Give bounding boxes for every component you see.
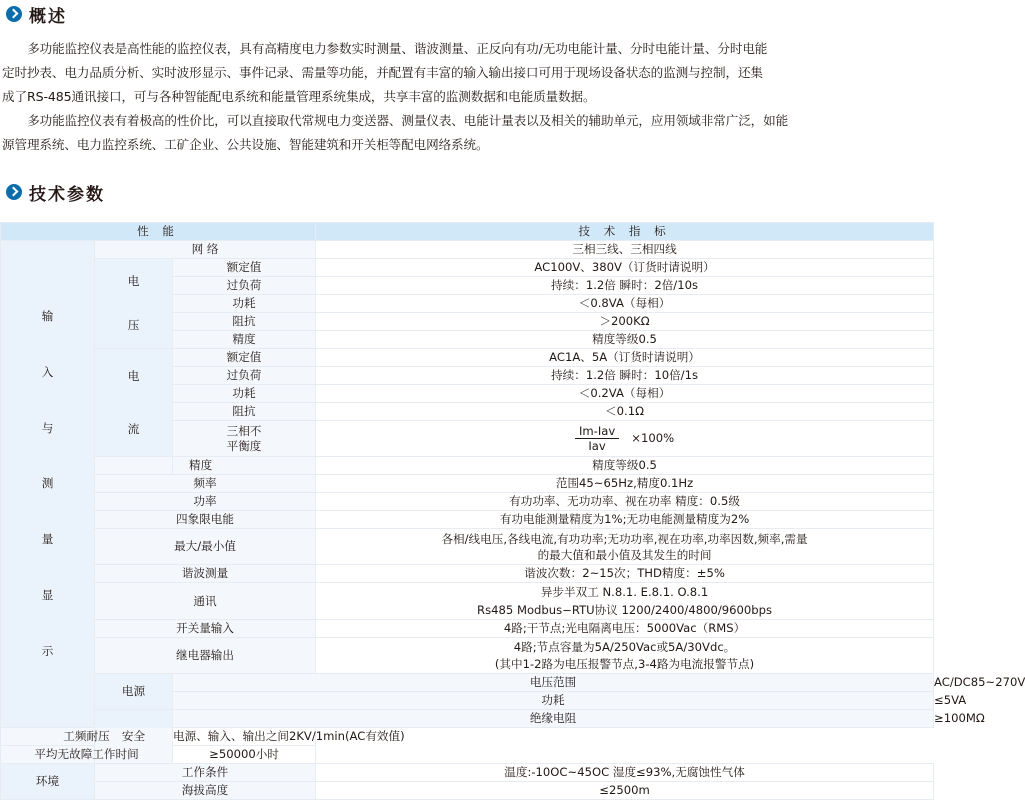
header-performance: 性 能	[1, 223, 316, 241]
unbalance-formula	[575, 424, 619, 453]
row-label: 最大/最小值	[95, 529, 316, 565]
table-row: 功耗 ≤5VA	[1, 692, 934, 710]
spec-table	[0, 222, 1025, 800]
params-heading	[6, 180, 105, 204]
group-char: 测	[41, 476, 54, 491]
row-value	[316, 583, 934, 620]
label-line: 三相不	[226, 423, 262, 438]
table-row	[1, 529, 934, 565]
row-value: 持续：1.2倍 瞬时：10倍/1s	[316, 367, 934, 385]
chevron-right-icon	[6, 6, 22, 22]
row-label: 工作条件	[95, 764, 316, 782]
params-title: 技术参数	[29, 184, 105, 205]
formula-suffix: ×100%	[631, 431, 675, 445]
row-label: 精度	[173, 457, 316, 475]
group-voltage	[95, 259, 173, 349]
row-value	[316, 421, 934, 457]
row-label: 四象限电能	[95, 511, 316, 529]
row-value: 4路;干节点;光电隔离电压：5000Vac（RMS）	[316, 620, 934, 638]
overview-heading	[6, 2, 67, 26]
row-label: 过负荷	[173, 277, 316, 295]
paragraph-line: 多功能监控仪表是高性能的监控仪表，具有高精度电力参数实时测量、谐波测量、正反向有功/无功电能计量、分时电能计量、分时电能	[27, 41, 768, 56]
group-char: 与	[41, 420, 54, 435]
formula-denominator: Iav	[588, 439, 606, 453]
overview-paragraph-2	[2, 109, 932, 157]
overview-paragraph-1	[2, 37, 932, 109]
row-label: 频率	[95, 475, 316, 493]
row-value: 谐波次数：2~15次；THD精度：±5%	[316, 565, 934, 583]
row-label	[95, 457, 173, 475]
row-value: ≤2500m	[316, 782, 934, 800]
group-power: 电源	[95, 674, 173, 710]
table-header-row	[1, 223, 934, 241]
table-row	[1, 782, 934, 800]
group-char: 输	[41, 309, 54, 324]
chevron-right-icon	[6, 184, 22, 200]
value-line: Rs485 Modbus−RTU协议 1200/2400/4800/9600bps	[477, 603, 773, 617]
table-row	[1, 511, 934, 529]
group-char: 压	[127, 318, 140, 332]
row-label: 工频耐压	[1, 728, 173, 746]
row-label: 谐波测量	[95, 565, 316, 583]
group-environment: 环境	[1, 764, 95, 800]
row-label: 额定值	[173, 349, 316, 367]
row-value: 有功功率、无功功率、视在功率 精度：0.5级	[316, 493, 934, 511]
group-safety: 安全	[95, 710, 173, 764]
row-label: 功耗	[173, 295, 316, 313]
row-label: 阻抗	[173, 313, 316, 331]
row-label: 功耗	[173, 692, 934, 710]
group-char: 电	[127, 368, 140, 383]
value-line: 4路;节点容量为5A/250Vac或5A/30Vdc。	[513, 639, 736, 654]
group-io	[1, 241, 95, 728]
label-line: 平衡度	[226, 438, 262, 453]
table-row	[1, 493, 934, 511]
row-label: 额定值	[173, 259, 316, 277]
table-row	[1, 475, 934, 493]
row-label: 通讯	[95, 583, 316, 620]
table-row	[1, 349, 934, 367]
overview-title: 概述	[29, 6, 67, 27]
row-value: 精度等级0.5	[316, 331, 934, 349]
group-char: 显	[41, 587, 54, 602]
group-char: 入	[41, 365, 54, 380]
row-label: 电压范围	[173, 674, 934, 692]
row-value: 有功电能测量精度为1%;无功电能测量精度为2%	[316, 511, 934, 529]
table-row	[1, 620, 934, 638]
row-label: 继电器输出	[95, 638, 316, 674]
row-value: ＜0.1Ω	[316, 403, 934, 421]
row-value: AC1A、5A（订货时请说明）	[316, 349, 934, 367]
row-value: 范围45~65Hz,精度0.1Hz	[316, 475, 934, 493]
group-char: 量	[41, 532, 54, 547]
row-label: 开关量输入	[95, 620, 316, 638]
value-line: 的最大值和最小值及其发生的时间	[537, 547, 712, 562]
row-label: 平均无故障工作时间	[1, 746, 173, 764]
row-label: 功率	[95, 493, 316, 511]
group-char: 电	[127, 274, 140, 288]
row-label: 过负荷	[173, 367, 316, 385]
value-line: 异步半双工 N.8.1. E.8.1. O.8.1	[540, 585, 709, 599]
group-char: 示	[41, 643, 54, 658]
paragraph-line: 定时抄表、电力品质分析、实时波形显示、事件记录、需量等功能，并配置有丰富的输入输出接口可用于现场设备状态的监测与控制，还集	[2, 65, 763, 80]
table-row	[1, 583, 934, 620]
row-label: 网 络	[95, 241, 316, 259]
row-label	[173, 421, 316, 457]
value-line: 各相/线电压,各线电流,有功功率;无功功率,视在功率,功率因数,频率,需量	[441, 531, 808, 546]
table-row	[1, 241, 934, 259]
row-value	[316, 529, 934, 565]
table-row: 安全 绝缘电阻 ≥100MΩ	[1, 710, 934, 728]
row-value: 温度:-10OC~45OC 湿度≤93%,无腐蚀性气体	[316, 764, 934, 782]
group-current	[95, 349, 173, 457]
formula-numerator: Im-Iav	[575, 424, 619, 439]
row-label: 精度	[173, 331, 316, 349]
row-value: ＜0.8VA（每相）	[316, 295, 934, 313]
row-value: ＞200KΩ	[316, 313, 934, 331]
row-value: ≥50000小时	[173, 746, 316, 764]
table-row: 电源 电压范围 AC/DC85~270V	[1, 674, 934, 692]
table-row	[1, 638, 934, 674]
table-row	[1, 565, 934, 583]
row-value: 精度等级0.5	[316, 457, 934, 475]
row-label: 海拔高度	[95, 782, 316, 800]
row-label: 功耗	[173, 385, 316, 403]
row-value: AC100V、380V（订货时请说明）	[316, 259, 934, 277]
row-label: 阻抗	[173, 403, 316, 421]
paragraph-line: 源管理系统、电力监控系统、工矿企业、公共设施、智能建筑和开关柜等配电网络系统。	[2, 137, 489, 152]
row-value: ＜0.2VA（每相）	[316, 385, 934, 403]
row-value: 持续：1.2倍 瞬时：2倍/10s	[316, 277, 934, 295]
row-value	[316, 638, 934, 674]
row-value: 三相三线、三相四线	[316, 241, 934, 259]
table-row	[1, 457, 934, 475]
table-row	[1, 746, 934, 764]
group-char: 流	[127, 421, 140, 436]
table-row	[1, 764, 934, 782]
value-line: (其中1-2路为电压报警节点,3-4路为电流报警节点)	[494, 656, 755, 671]
table-row	[1, 259, 934, 277]
header-spec: 技 术 指 标	[316, 223, 934, 241]
paragraph-line: 成了RS-485通讯接口，可与各种智能配电系统和能量管理系统集成，共享丰富的监测数据和电能质量数据。	[2, 89, 596, 104]
row-value: 电源、输入、输出之间2KV/1min(AC有效值)	[173, 728, 316, 746]
paragraph-line: 多功能监控仪表有着极高的性价比，可以直接取代常规电力变送器、测量仪表、电能计量表以及相关的辅助单元，应用领域非常广泛，如能	[27, 113, 789, 128]
row-label: 绝缘电阻	[173, 710, 934, 728]
